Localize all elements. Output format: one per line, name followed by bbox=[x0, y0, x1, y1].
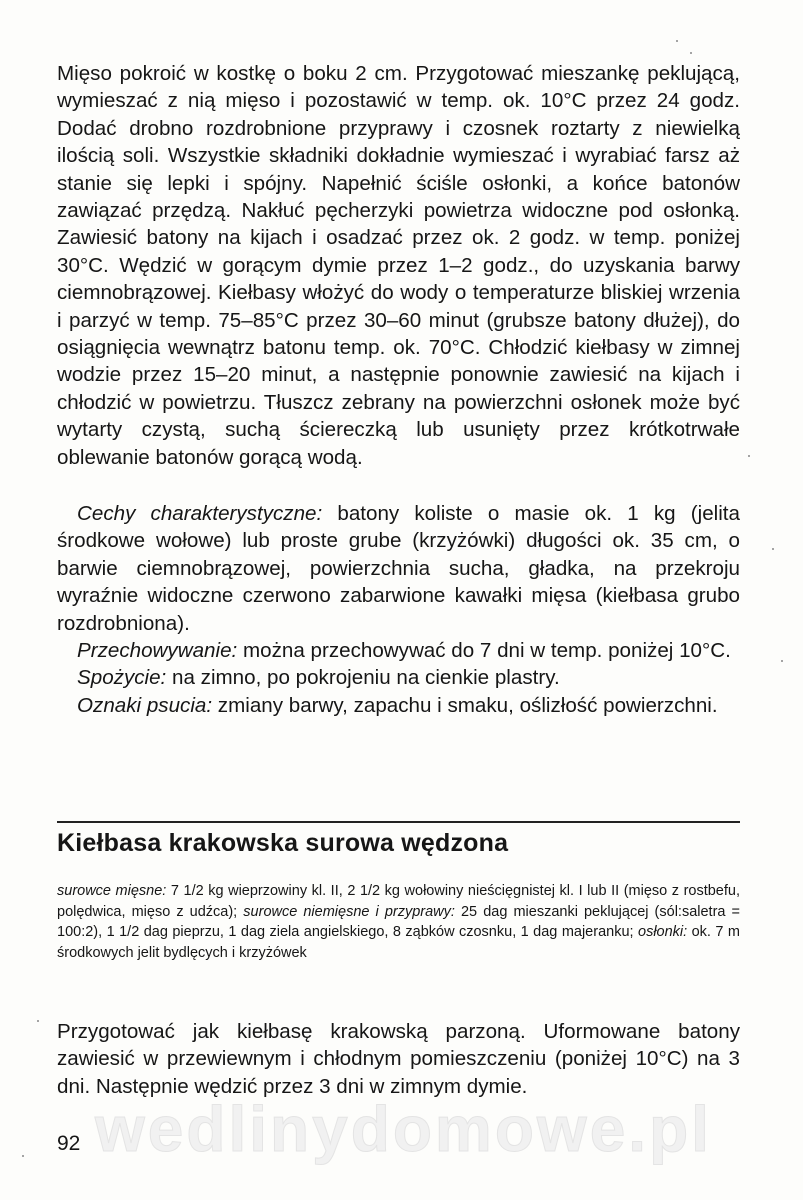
product-properties-block bbox=[57, 500, 740, 719]
characteristics-text: batony koliste o masie ok. 1 kg (jelita środkowe wołowe) lub proste grube (krzyżówki) długości ok. 35 cm, o barwie ciemnobrązowej, powierzchnia sucha, gładka, na przekroju wyraźnie widoczne czerwono zabarwione kawałki mięsa (kiełbasa grubo rozdrobniona). bbox=[57, 502, 740, 635]
spoilage-label: Oznaki psucia: bbox=[77, 693, 213, 717]
consumption-text: na zimno, po pokrojeniu na cienkie plastry. bbox=[166, 666, 560, 690]
recipe-method-paragraph: Mięso pokroić w kostkę o boku 2 cm. Przygotować mieszankę peklującą, wymieszać z nią mięso i pozostawić w temp. ok. 10°C przez 24 godz. Dodać drobno rozdrobnione przyprawy i czosnek roztarty z niewielką ilością soli. Wszystkie składniki dokładnie wymieszać i wyrabiać farsz aż stanie się lepki i spójny. Napełnić ściśle osłonki, a końce batonów zawiązać przędzą. Nakłuć pęcherzyki powietrza widoczne pod osłonką. Zawiesić batony na kijach i osadzać przez ok. 2 godz. w temp. poniżej 30°C. Wędzić w gorącym dymie przez 1–2 godz., do uzyskania barwy ciemnobrązowej. Kiełbasy włożyć do wody o temperaturze bliskiej wrzenia i parzyć w temp. 75–85°C przez 30–60 minut (grubsze batony dłużej), do osiągnięcia wewnątrz batonu temp. ok. 70°C. Chłodzić kiełbasy w zimnej wodzie przez 15–20 minut, a następnie ponownie zawiesić na kijach i chłodzić w powietrzu. Tłuszcz zebrany na powierzchni osłonek może być wytarty czystą, suchą ściereczką lub usunięty przez krótkotrwałe oblewanie batonów gorącą wodą. bbox=[57, 62, 740, 469]
characteristics-label: Cechy charakterystyczne: bbox=[77, 502, 323, 525]
casings-text: ok. 7 m środkowych jelit bydlęcych i krzyżówek bbox=[57, 924, 740, 961]
scan-speck bbox=[22, 1155, 24, 1157]
consumption-label: Spożycie: bbox=[77, 666, 167, 690]
section-title: Kiełbasa krakowska surowa wędzona bbox=[57, 829, 509, 857]
consumption-paragraph bbox=[57, 664, 740, 691]
section-divider bbox=[57, 821, 740, 823]
page-number: 92 bbox=[57, 1132, 81, 1155]
scan-speck bbox=[690, 52, 692, 54]
scan-speck bbox=[772, 548, 774, 550]
nonmeat-ingredients-text: 25 dag mieszanki peklującej (sól:saletra = 100:2), 1 1/2 dag pieprzu, 1 dag ziela angielskiego, 8 ząbków czosnku, 1 dag majeranku; bbox=[57, 903, 741, 941]
second-recipe-method-block bbox=[57, 1018, 740, 1100]
watermark: wedlinydomowe.pl bbox=[95, 1093, 712, 1165]
casings-label: osłonki: bbox=[638, 924, 688, 941]
scan-speck bbox=[748, 455, 750, 457]
characteristics-paragraph bbox=[57, 500, 740, 637]
storage-paragraph bbox=[57, 637, 740, 664]
spoilage-text: zmiany barwy, zapachu i smaku, oślizłość powierzchni. bbox=[212, 693, 718, 717]
ingredients-list bbox=[57, 881, 740, 963]
second-recipe-method-paragraph: Przygotować jak kiełbasę krakowską parzoną. Uformowane batony zawiesić w przewiewnym i chłodnym pomieszczeniu (poniżej 10°C) na 3 dni. Następnie wędzić przez 3 dni w zimnym dymie. bbox=[57, 1020, 740, 1098]
scan-speck bbox=[676, 40, 678, 42]
scan-speck bbox=[781, 660, 783, 662]
storage-label: Przechowywanie: bbox=[77, 639, 238, 663]
recipe-method-block bbox=[57, 60, 740, 471]
scan-speck bbox=[37, 1020, 39, 1022]
spoilage-paragraph bbox=[57, 692, 740, 719]
meat-ingredients-text: 7 1/2 kg wieprzowiny kl. II, 2 1/2 kg wołowiny nieścięgnistej kl. I lub II (mięso z rostbefu, polędwica, mięso z udźca); bbox=[57, 883, 740, 920]
nonmeat-ingredients-label: surowce niemięsne i przyprawy: bbox=[243, 903, 455, 920]
meat-ingredients-label: surowce mięsne: bbox=[57, 883, 167, 899]
storage-text: można przechowywać do 7 dni w temp. poniżej 10°C. bbox=[237, 639, 731, 663]
